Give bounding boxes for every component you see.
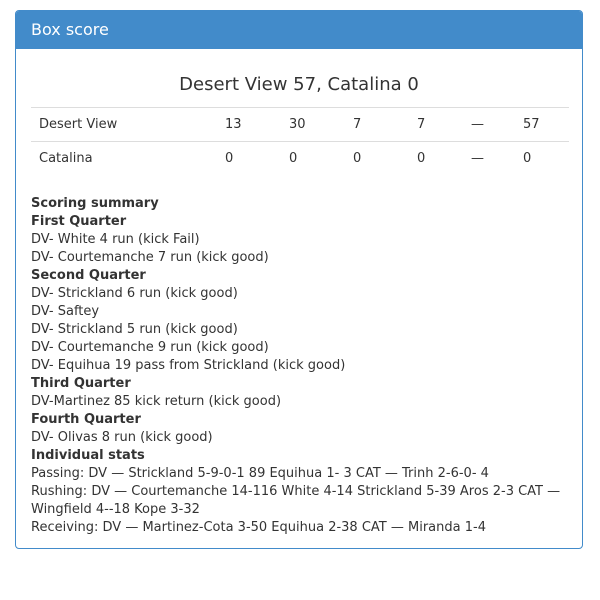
scoring-summary — [31, 195, 567, 537]
scoring-play: DV- Olivas 8 run (kick good) — [31, 429, 213, 445]
quarter-heading: Second Quarter — [31, 267, 146, 283]
overtime-score: — — [463, 142, 515, 176]
panel-body — [16, 74, 582, 537]
scoring-play: DV- Courtemanche 7 run (kick good) — [31, 249, 269, 265]
scoring-play: DV- Saftey — [31, 303, 100, 319]
quarter-3-score: 7 — [345, 108, 409, 142]
overtime-score: — — [463, 108, 515, 142]
scoring-play: DV- Strickland 6 run (kick good) — [31, 285, 238, 301]
game-title: Desert View 57, Catalina 0 — [179, 74, 419, 95]
team-name: Desert View — [31, 108, 217, 142]
stat-line: Receiving: DV — Martinez-Cota 3-50 Equihua 2-38 CAT — Miranda 1-4 — [31, 519, 486, 535]
quarter-1-score: 0 — [217, 142, 281, 176]
stat-line: Passing: DV — Strickland 5-9-0-1 89 Equihua 1- 3 CAT — Trinh 2-6-0- 4 — [31, 465, 489, 481]
team-name: Catalina — [31, 142, 217, 176]
quarter-heading: Third Quarter — [31, 375, 131, 391]
quarter-1-score: 13 — [217, 108, 281, 142]
scoring-play: DV- Strickland 5 run (kick good) — [31, 321, 238, 337]
scoring-play: DV- White 4 run (kick Fail) — [31, 231, 200, 247]
quarter-4-score: 0 — [409, 142, 463, 176]
score-table — [31, 107, 569, 176]
scoring-play: DV- Courtemanche 9 run (kick good) — [31, 339, 269, 355]
panel-title: Box score — [16, 11, 582, 49]
quarter-heading: Fourth Quarter — [31, 411, 141, 427]
quarter-3-score: 0 — [345, 142, 409, 176]
quarter-4-score: 7 — [409, 108, 463, 142]
individual-stats-heading: Individual stats — [31, 447, 145, 463]
score-row-away — [31, 142, 569, 176]
scoring-summary-heading: Scoring summary — [31, 195, 159, 211]
final-score: 0 — [515, 142, 569, 176]
final-score: 57 — [515, 108, 569, 142]
score-row-home — [31, 108, 569, 142]
quarter-heading: First Quarter — [31, 213, 127, 229]
box-score-panel — [15, 10, 583, 549]
scoring-play: DV- Equihua 19 pass from Strickland (kick good) — [31, 357, 346, 373]
quarter-2-score: 30 — [281, 108, 345, 142]
quarter-2-score: 0 — [281, 142, 345, 176]
scoring-play: DV-Martinez 85 kick return (kick good) — [31, 393, 282, 409]
stat-line: Rushing: DV — Courtemanche 14-116 White 4-14 Strickland 5-39 Aros 2-3 CAT — Wingfield 4--18 Kope 3-32 — [31, 483, 561, 517]
